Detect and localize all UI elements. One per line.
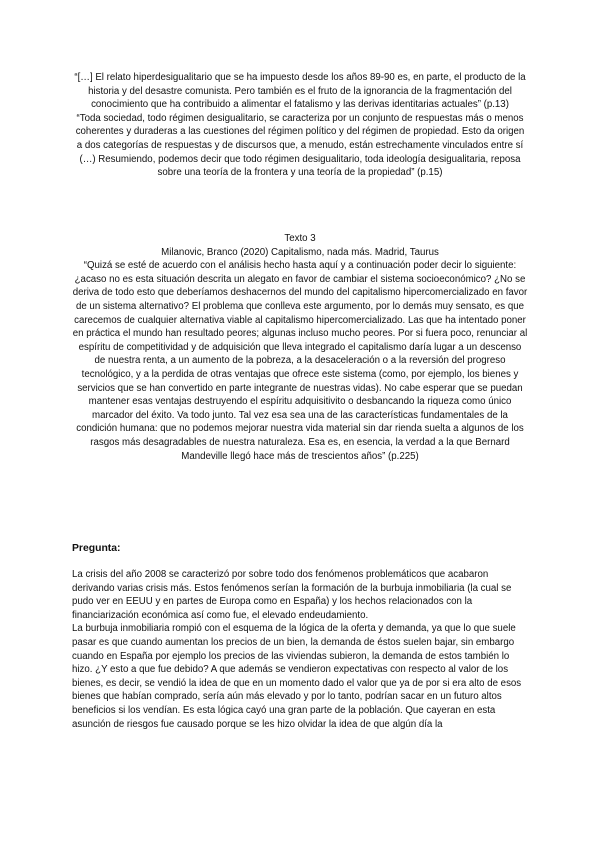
quote-paragraph: “[…] El relato hiperdesigualitario que se ha impuesto desde los años 89-90 es, en parte, el producto de la historia y del desastre comunista. Pero también es el fruto de la ignorancia de la fragmentación del conocimiento que ha contribuido a alimentar el fatalismo y las derivas identitarias actuales” (p.13) [74,72,526,111]
pregunta-heading: Pregunta: [72,543,121,554]
texto3-citation: Milanovic, Branco (2020) Capitalismo, nada más. Madrid, Taurus [161,246,439,258]
answer-paragraph: La crisis del año 2008 se caracterizó por sobre todo dos fenómenos problemáticos que acabaron derivando varias crisis más. Estos fenómenos serían la formación de la burbuja inmobiliaria (la cual se pudo ver en EEUU y en partes de Europa como en España) y los hechos relacionados con la financiarización económica así como fue, el elevado endeudamiento. [72,569,512,621]
texto3-block [72,232,528,463]
answer-paragraph: La burbuja inmobiliaria rompió con el esquema de la lógica de la oferta y demanda, ya que lo que suele pasar es que cuando aumentan los precios de un bien, la demanda de éstos suelen bajar, sin embargo cuando en España por ejemplo los precios de las viviendas subieron, la demanda de estos también lo hizo. ¿Y esto a que fue debido? A que además se vendieron expectativas con respecto al valor de los bienes, es decir, se vendió la idea de que en un momento dado el valor que ya de por si era alto de esos bienes que habían comprado, sería aún más elevado y por lo tanto, podrían sacar en un futuro altos beneficios si los vendían. Es esta lógica cayó una gran parte de la población. Que cayeran en esta asunción de riesgos fue causado porque se les hizo olvidar la idea de que algún día la [72,623,522,730]
pregunta-answer [72,568,530,731]
quotes-block [72,71,528,180]
texto3-quote: “Quizá se esté de acuerdo con el análisis hecho hasta aquí y a continuación poder decir lo siguiente: ¿acaso no es esta situación descrita un alegato en favor de cambiar el sistema socioeconómico? ¿No se deriva de todo esto que deberíamos deshacernos del mundo del capitalismo hipercomercializado en favor de un sistema alternativo? El problema que conlleva este argumento, por lo demás muy sensato, es que carecemos de cualquier alternativa viable al capitalismo hipercomercializado. Las que ha intentado poner en práctica el mundo han resultado peores; algunas incluso mucho peores. Por si fuera poco, renunciar al espíritu de competitividad y de adquisición que lleva integrado el capitalismo daría lugar a un descenso de nuestra renta, a un aumento de la pobreza, a la desaceleración o a la reversión del progreso tecnológico, y a la perdida de otras ventajas que ofrece este sistema (como, por ejemplo, los bienes y servicios que se han convertido en parte integrante de nuestras vidas). No cabe esperar que se puedan mantener esas ventajas destruyendo el espíritu adquisitivito o desbancando la riqueza como único marcador del éxito. Va todo junto. Tal vez esa sea una de las características fundamentales de la condición humana: que no podemos mejorar nuestra vida material sin dar rienda suelta a algunos de los rasgos más desagradables de nuestra naturaleza. Esa es, en esencia, la verdad a la que Bernard Mandeville llegó hace más de trescientos años” (p.225) [72,260,528,462]
quote-paragraph: “Toda sociedad, todo régimen desigualitario, se caracteriza por un conjunto de respuestas más o menos coherentes y duraderas a las cuestiones del régimen político y del régimen de propiedad. Esto da origen a dos categorías de respuestas y de discursos que, a menudo, están estrechamente vinculados entre sí (…) Resumiendo, podemos decir que todo régimen desigualitario, toda ideología desigualitaria, reposa sobre una teoría de la frontera y una teoría de la propiedad” (p.15) [75,112,525,179]
texto3-title: Texto 3 [284,233,316,244]
